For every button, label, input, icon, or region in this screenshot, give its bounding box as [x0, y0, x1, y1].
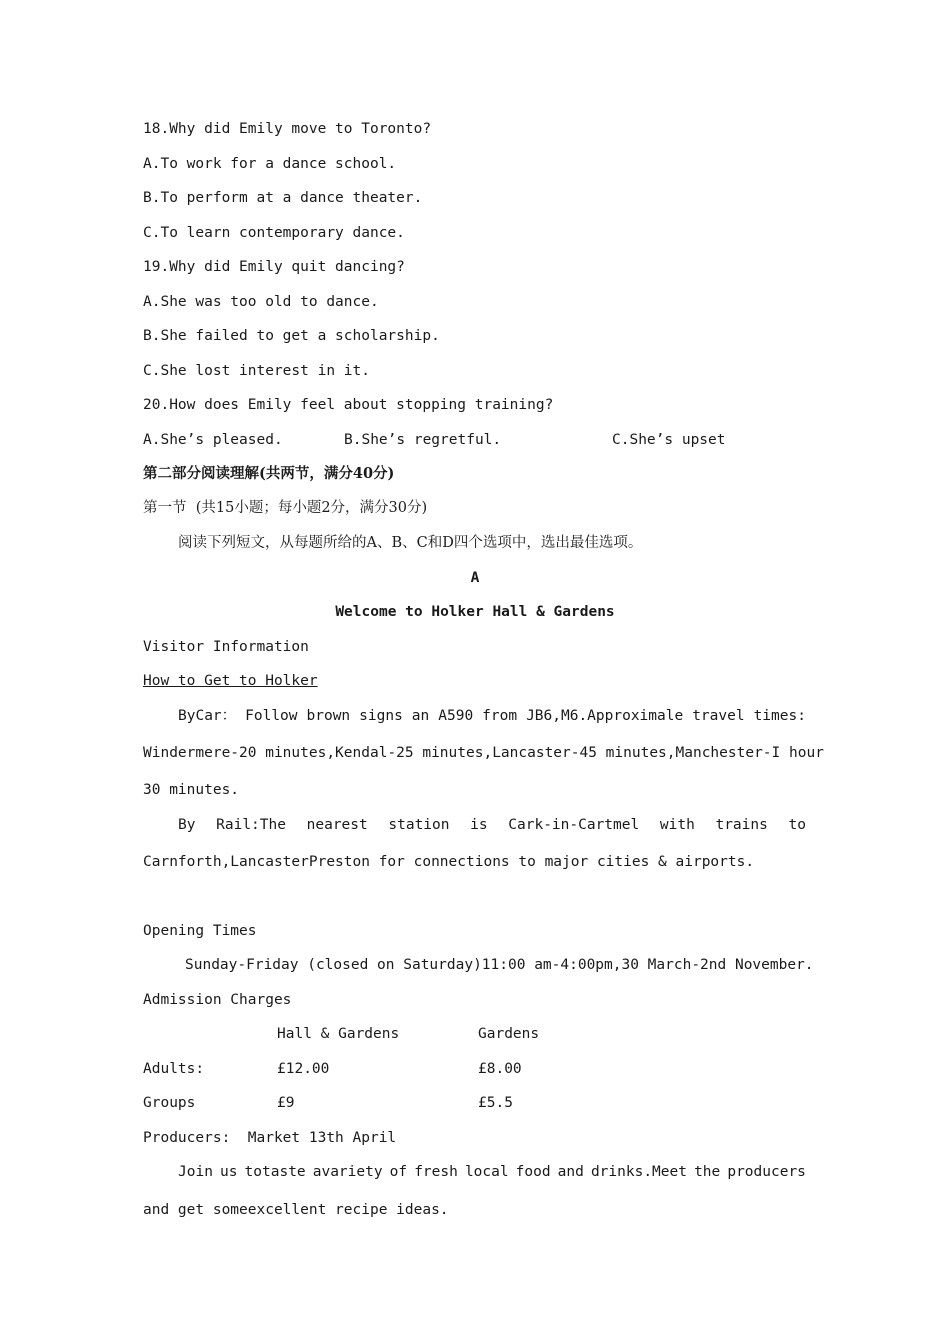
word: avariety — [312, 1164, 383, 1180]
q20-option-a: A.She’s pleased. — [143, 432, 283, 448]
opening-times-heading: Opening Times — [143, 923, 257, 939]
q19-option-a: A.She was too old to dance. — [143, 294, 379, 310]
word: signs — [359, 708, 403, 724]
word: fresh — [414, 1164, 458, 1180]
table-row-label: Adults: — [143, 1061, 205, 1077]
opening-times-text: Sunday-Friday (closed on Saturday)11:00 am-4:00pm,30 March-2nd November. — [185, 957, 814, 973]
table-header-gardens: Gardens — [478, 1026, 540, 1042]
table-cell-gardens: £8.00 — [478, 1061, 522, 1077]
word: to — [788, 817, 806, 833]
word: totaste — [244, 1164, 306, 1180]
q18-option-c: C.To learn contemporary dance. — [143, 225, 405, 241]
table-cell-hall: £9 — [277, 1095, 295, 1111]
word: station — [388, 817, 450, 833]
producers-heading: Producers: Market 13th April — [143, 1130, 397, 1146]
q20-stem: 20.How does Emily feel about stopping training? — [143, 397, 554, 413]
word: food — [515, 1164, 551, 1180]
q18-stem: 18.Why did Emily move to Toronto? — [143, 121, 432, 137]
table-row-label: Groups — [143, 1095, 196, 1111]
word: A590 — [438, 708, 474, 724]
word: ByCar： — [178, 708, 237, 724]
word: and — [557, 1164, 584, 1180]
q20-option-c: C.She’s upset — [612, 432, 726, 448]
q18-option-b: B.To perform at a dance theater. — [143, 190, 423, 206]
q18-option-a: A.To work for a dance school. — [143, 156, 397, 172]
word: times: — [753, 708, 806, 724]
admission-heading: Admission Charges — [143, 992, 292, 1008]
byrail-line2: Carnforth,LancasterPreston for connections to major cities & airports. — [143, 854, 755, 870]
producers-line2: and get someexcellent recipe ideas. — [143, 1202, 449, 1218]
part2-heading: 第二部分阅读理解(共两节，满分40分) — [143, 465, 395, 482]
word: Join — [178, 1164, 213, 1180]
bycar-line1 — [178, 706, 806, 726]
word: of — [389, 1164, 408, 1180]
word: Cark-in-Cartmel — [508, 817, 640, 833]
bycar-line2: Windermere-20 minutes,Kendal-25 minutes,Lancaster-45 minutes,Manchester-I hour — [143, 745, 824, 761]
q19-option-b: B.She failed to get a scholarship. — [143, 328, 440, 344]
bycar-line3: 30 minutes. — [143, 782, 240, 798]
q20-option-b: B.She’s regretful. — [344, 432, 502, 448]
word: By — [178, 817, 196, 833]
word: trains — [715, 817, 768, 833]
q19-stem: 19.Why did Emily quit dancing? — [143, 259, 405, 275]
passage-title: Welcome to Holker Hall & Gardens — [335, 604, 615, 620]
word: Rail:The — [216, 817, 286, 833]
word: local — [464, 1164, 509, 1180]
byrail-line1 — [178, 815, 806, 835]
word: brown — [306, 708, 351, 724]
word: us — [220, 1164, 238, 1180]
word: the — [694, 1164, 721, 1180]
producers-line1 — [178, 1162, 806, 1182]
table-cell-hall: £12.00 — [277, 1061, 330, 1077]
table-header-hall: Hall & Gardens — [277, 1026, 400, 1042]
word: from — [482, 708, 518, 724]
word: nearest — [306, 817, 368, 833]
word: with — [659, 817, 695, 833]
how-to-get-heading: How to Get to Holker — [143, 673, 318, 689]
word: is — [470, 817, 488, 833]
table-cell-gardens: £5.5 — [478, 1095, 513, 1111]
word: Follow — [245, 708, 298, 724]
reading-instruction: 阅读下列短文，从每题所给的A、B、C和D四个选项中，选出最佳选项。 — [178, 535, 643, 551]
word: drinks.Meet — [590, 1164, 687, 1180]
q19-option-c: C.She lost interest in it. — [143, 363, 370, 379]
word: producers — [727, 1164, 806, 1180]
passage-letter: A — [470, 570, 480, 586]
word: an — [411, 708, 430, 724]
visitor-info-heading: Visitor Information — [143, 639, 309, 655]
section1-heading: 第一节 (共15小题；每小题2分，满分30分) — [143, 500, 428, 516]
word: JB6,M6.Approximale — [526, 708, 684, 724]
word: travel — [692, 708, 745, 724]
